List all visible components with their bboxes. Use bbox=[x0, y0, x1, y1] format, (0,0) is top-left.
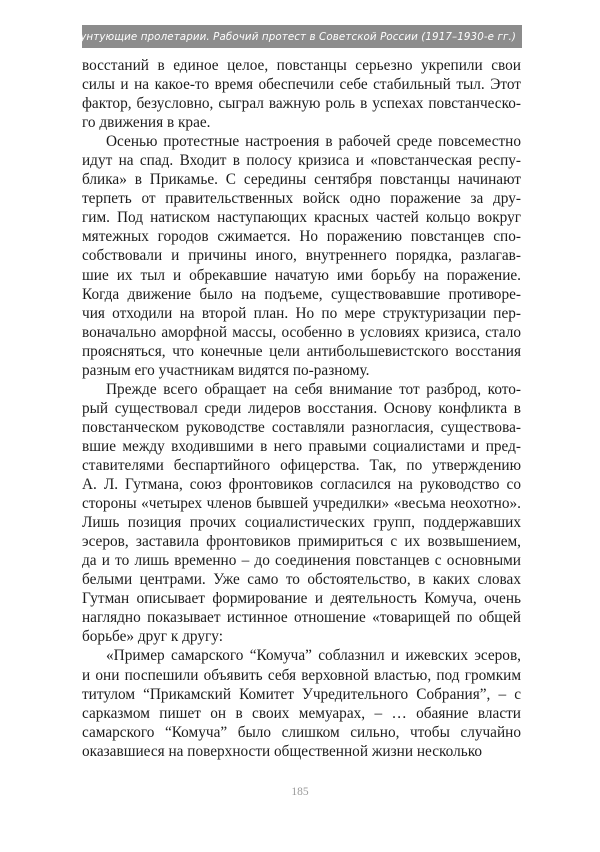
text-line: шие их тыл и обрекавшие начатую ими борьбу на поражение. bbox=[82, 266, 521, 284]
text-line: стороны «четырех членов бывшей учредилки» «весьма неохотно». bbox=[82, 495, 521, 513]
running-title: Бунтующие пролетарии. Рабочий протест в Советской России (1917–1930-е гг.) bbox=[73, 30, 516, 43]
text-line: гим. Под натиском наступающих красных частей кольцо вокруг bbox=[82, 209, 521, 227]
running-header bbox=[73, 25, 522, 48]
text-line: блика» в Прикамье. С середины сентября повстанцы начинают bbox=[82, 171, 521, 189]
text-line: титулом “Прикамский Комитет Учредительного Собрания”, – с bbox=[82, 685, 521, 703]
text-line: Когда движение было на подъеме, существовавшие противоре- bbox=[82, 285, 521, 303]
text-line: разным его участникам видятся по-разному. bbox=[82, 361, 370, 379]
text-line: восстаний в единое целое, повстанцы серьезно укрепили свои bbox=[82, 57, 521, 74]
text-line: «Пример самарского “Комуча” соблазнил и ижевских эсеров, bbox=[106, 647, 521, 665]
paragraph bbox=[82, 380, 521, 647]
body-text bbox=[82, 56, 521, 761]
text-line: и они поспешили объявить себя верховной властью, под громким bbox=[82, 666, 521, 684]
text-line: идут на спад. Входит в полосу кризиса и «повстанческая респу- bbox=[82, 152, 521, 170]
paragraph bbox=[82, 132, 521, 380]
text-line: да и то лишь временно – до соединения повстанцев с основными bbox=[82, 552, 521, 570]
text-line: ставителями беспартийного офицерства. Так, по утверждению bbox=[82, 456, 521, 474]
text-line: Лишь позиция прочих социалистических групп, поддержавших bbox=[82, 514, 521, 532]
text-line: белыми центрами. Уже само то обстоятельство, в каких словах bbox=[82, 571, 521, 589]
text-line: наглядно показывает истинное отношение «товарищей по общей bbox=[82, 609, 521, 627]
text-line: эсеров, заставила фронтовиков примириться с их возвышением, bbox=[82, 533, 521, 551]
text-line: воначально аморфной массы, особенно в условиях кризиса, стало bbox=[82, 323, 521, 341]
text-line: повстанческом руководстве составляли разногласия, существова- bbox=[82, 418, 521, 436]
text-line: самарского “Комуча” было слишком сильно, чтобы случайно bbox=[82, 723, 521, 741]
text-line: собствовали и причины иного, внутреннего порядка, разлагав- bbox=[82, 247, 521, 265]
text-line: терпеть от правительственных войск одно поражение за дру- bbox=[82, 190, 521, 208]
text-line: проясняться, что конечные цели антибольшевистского восстания bbox=[82, 342, 521, 360]
page-number: 185 bbox=[291, 786, 309, 798]
text-line: борьбе» друг к другу: bbox=[82, 628, 223, 646]
text-line: Прежде всего обращает на себя внимание тот разброд, кото- bbox=[106, 380, 521, 398]
text-line: вшие между входившими в него правыми социалистами и пред- bbox=[82, 437, 521, 455]
text-line: мятежных городов сжимается. Но поражению повстанцев спо- bbox=[82, 228, 521, 246]
paragraph bbox=[82, 646, 521, 760]
text-line: Гутман описывает формирование и деятельность Комуча, очень bbox=[82, 590, 521, 608]
text-line: оказавшиеся на поверхности общественной жизни несколько bbox=[82, 742, 482, 760]
text-line: го движения в крае. bbox=[82, 114, 211, 132]
text-line: фактор, безусловно, сыграл важную роль в успехах повстанческо- bbox=[82, 95, 521, 113]
text-line: чия отходили на второй план. Но по мере структуризации пер- bbox=[82, 304, 521, 322]
paragraph bbox=[82, 56, 521, 132]
text-line: рый существовал среди лидеров восстания. Основу конфликта в bbox=[82, 399, 521, 417]
text-line: Осенью протестные настроения в рабочей среде повсеместно bbox=[106, 133, 521, 151]
text-line: силы и на какое-то время обеспечили себе стабильный тыл. Этот bbox=[82, 76, 521, 94]
text-line: А. Л. Гутмана, союз фронтовиков согласился на руководство со bbox=[82, 476, 521, 494]
text-line: сарказмом пишет он в своих мемуарах, – … обаяние власти bbox=[82, 704, 521, 722]
